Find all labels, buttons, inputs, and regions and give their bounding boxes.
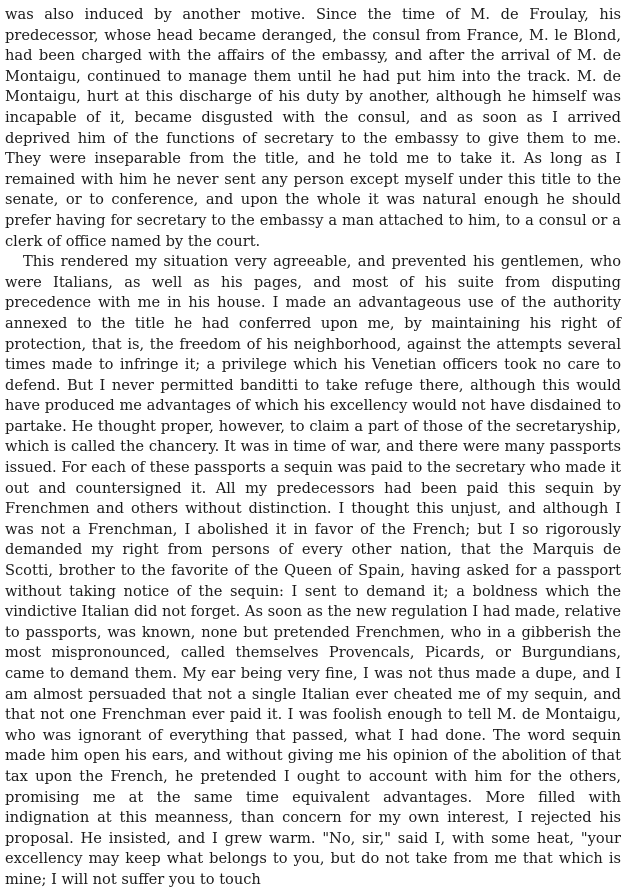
paragraph-continuation: was also induced by another motive. Since the time of M. de Froulay, his predecessor, whose head became deranged, the consul from France, M. le Blond, had been charged with the affairs of the embassy, and after the arrival of M. de Montaigu, continued to manage them until he had put him into the track. M. de Montaigu, hurt at this discharge of his duty by another, although he himself was incapable of it, became disgusted with the consul, and as soon as I arrived deprived him of the functions of secretary to the embassy to give them to me. They were inseparable from the title, and he told me to take it. As long as I remained with him he never sent any person except myself under this title to the senate, or to conference, and upon the whole it was natural enough he should prefer having for secretary to the embassy a man attached to him, to a consul or a clerk of office named by the court. — [5, 6, 621, 250]
paragraph-chancery-sequin: This rendered my situation very agreeable, and prevented his gentlemen, who were Italians, as well as his pages, and most of his suite from disputing precedence with me in his house. I made an advantageous use of the authority annexed to the title he had conferred upon me, by maintaining his right of protection, that is, the freedom of his neighborhood, against the attempts several times made to infringe it; a privilege which his Venetian officers took no care to defend. But I never permitted banditti to take refuge there, although this would have produced me advantages of which his excellency would not have disdained to partake. He thought proper, however, to claim a part of those of the secretaryship, which is called the chancery. It was in time of war, and there were many passports issued. For each of these passports a sequin was paid to the secretary who made it out and countersigned it. All my predecessors had been paid this sequin by Frenchmen and others without distinction. I thought this unjust, and although I was not a Frenchman, I abolished it in favor of the French; but I so rigorously demanded my right from persons of every other nation, that the Marquis de Scotti, brother to the favorite of the Queen of Spain, having asked for a passport without taking notice of the sequin: I sent to demand it; a boldness which the vindictive Italian did not forget. As soon as the new regulation I had made, relative to passports, was known, none but pretended Frenchmen, who in a gibberish the most mispronounced, called themselves Provencals, Picards, or Burgundians, came to demand them. My ear being very fine, I was not thus made a dupe, and I am almost persuaded that not a single Italian ever cheated me of my sequin, and that not one Frenchman ever paid it. I was foolish enough to tell M. de Montaigu, who was ignorant of everything that passed, what I had done. The word sequin made him open his ears, and without giving me his opinion of the abolition of that tax upon the French, he pretended I ought to account with him for the others, promising me at the same time equivalent advantages. More filled with indignation at this meanness, than concern for my own interest, I rejected his proposal. He insisted, and I grew warm. "No, sir," said I, with some heat, "your excellency may keep what belongs to you, but do not take from me that which is mine; I will not suffer you to touch — [5, 253, 621, 888]
document-page — [5, 5, 621, 891]
